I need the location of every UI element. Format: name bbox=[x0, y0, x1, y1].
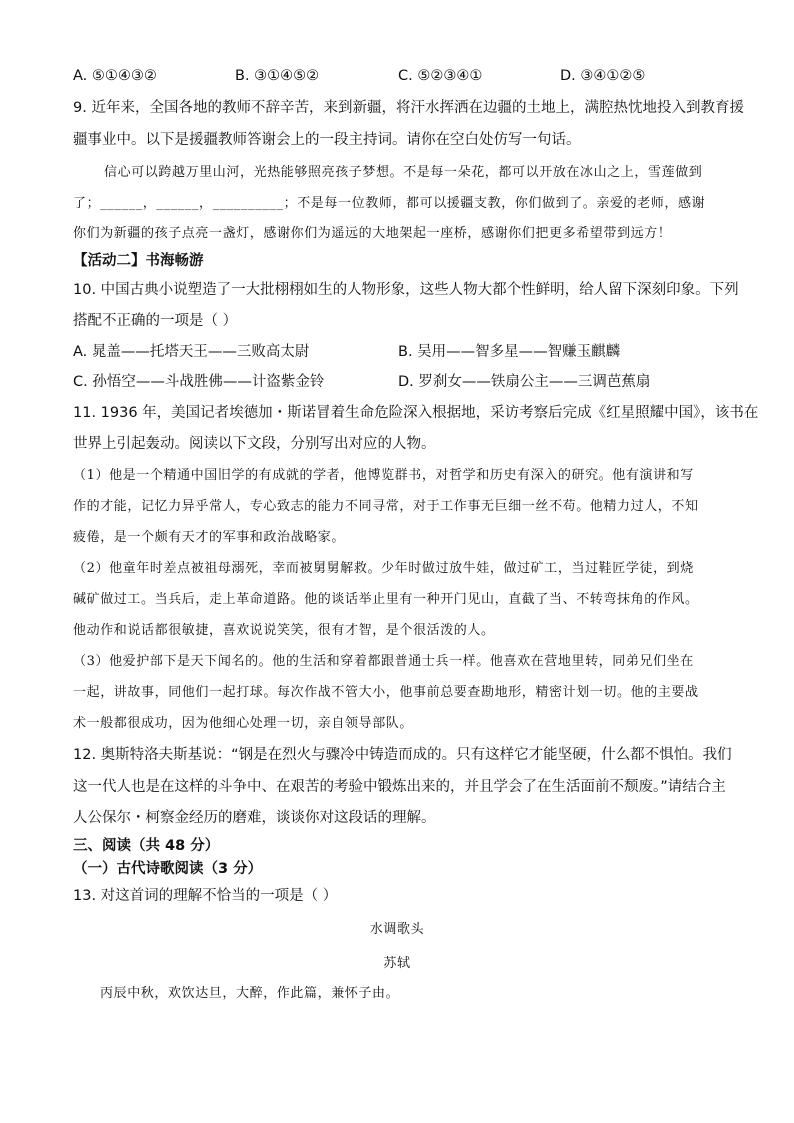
q10-option-d: D. 罗刹女——铁扇公主——三调芭蕉扇 bbox=[398, 374, 651, 390]
q11-para-1-line-1: （1）他是一个精通中国旧学的有成就的学者，他博览群书，对哲学和历史有深入的研究。他有演讲和写 bbox=[73, 468, 694, 483]
q11-para-2-line-1: （2）他童年时差点被祖母溺死，幸而被舅舅解救。少年时做过放牛娃，做过矿工，当过鞋匠学徒，到烧 bbox=[73, 561, 694, 576]
q11-para-1-line-2: 作的才能，记忆力异乎常人，专心致志的能力不同寻常，对于工作事无巨细一丝不苟。他精力过人，不知 bbox=[73, 499, 699, 514]
poem-title: 水调歌头 bbox=[369, 922, 425, 937]
q11-para-1-line-3: 疲倦，是一个颇有天才的军事和政治战略家。 bbox=[73, 530, 346, 545]
q10-stem-line-1: 10. 中国古典小说塑造了一大批栩栩如生的人物形象，这些人物大都个性鲜明，给人留下深刻印象。下列 bbox=[73, 282, 739, 298]
q9-stem-line-2: 疆事业中。以下是援疆教师答谢会上的一段主持词。请你在空白处仿写一句话。 bbox=[73, 132, 581, 148]
activity-2-heading: 【活动二】书海畅游 bbox=[73, 253, 204, 269]
q10-option-c: C. 孙悟空——斗战胜佛——计盗紫金铃 bbox=[73, 374, 325, 390]
section-3-heading: 三、阅读（共 48 分） bbox=[73, 838, 220, 854]
q10-stem-line-2: 搭配不正确的一项是（ ） bbox=[73, 313, 238, 329]
q11-para-2-line-2: 碱矿做过工。当兵后，走上革命道路。他的谈话举止里有一种开门见山，直截了当、不转弯抹角的作风。 bbox=[73, 592, 699, 607]
poem-author: 苏轼 bbox=[383, 956, 411, 971]
poem-preface: 丙辰中秋，欢饮达旦，大醉，作此篇，兼怀子由。 bbox=[100, 986, 400, 1001]
q10-option-b: B. 吴用——智多星——智赚玉麒麟 bbox=[398, 344, 621, 360]
q11-stem-line-2: 世界上引起轰动。阅读以下文段，分别写出对应的人物。 bbox=[73, 436, 436, 452]
q8-option-d: D. ③④①②⑤ bbox=[560, 68, 646, 84]
q8-option-c: C. ⑤②③④① bbox=[398, 68, 483, 84]
q9-passage-line-3: 你们为新疆的孩子点亮一盏灯，感谢你们为遥远的大地架起一座桥，感谢你们把更多希望带到远方！ bbox=[73, 226, 672, 241]
section-3-1-heading: （一）古代诗歌阅读（3 分） bbox=[73, 861, 263, 877]
q9-passage-line-1: 信心可以跨越万里山河，光热能够照亮孩子梦想。不是每一朵花，都可以开放在冰山之上，雪莲做到 bbox=[104, 165, 703, 180]
q10-option-a: A. 晁盖——托塔天王——三败高太尉 bbox=[73, 344, 310, 360]
q12-stem-line-1: 12. 奥斯特洛夫斯基说：“钢是在烈火与骤冷中铸造而成的。只有这样它才能坚硬，什么都不惧怕。我们 bbox=[73, 747, 732, 763]
q11-para-3-line-3: 术一般都很成功，因为他细心处理一切，亲自领导部队。 bbox=[73, 716, 414, 731]
q11-para-2-line-3: 他动作和说话都很敏捷，喜欢说说笑笑，很有才智，是个很活泼的人。 bbox=[73, 623, 495, 638]
q8-option-a: A. ⑤①④③② bbox=[73, 68, 157, 84]
q11-para-3-line-1: （3）他爱护部下是天下闻名的。他的生活和穿着都跟普通士兵一样。他喜欢在营地里转，同弟兄们坐在 bbox=[73, 654, 694, 669]
q11-para-3-line-2: 一起，讲故事，同他们一起打球。每次作战不管大小，他事前总要查勘地形，精密计划一切。他的主要战 bbox=[73, 685, 699, 700]
q8-option-b: B. ③①④⑤② bbox=[235, 68, 320, 84]
q9-stem-line-1: 9. 近年来，全国各地的教师不辞辛苦，来到新疆，将汗水挥洒在边疆的土地上，满腔热忱地投入到教育援 bbox=[73, 100, 744, 116]
q11-stem-line-1: 11. 1936 年，美国记者埃德加・斯诺冒着生命危险深入根据地，采访考察后完成《红星照耀中国》，该书在 bbox=[73, 405, 759, 421]
q9-passage-line-2: 了；______，______，__________；不是每一位教师，都可以援疆支教，你们做到了。亲爱的老师，感谢 bbox=[73, 196, 706, 211]
q12-stem-line-3: 人公保尔・柯察金经历的磨难，谈谈你对这段话的理解。 bbox=[73, 810, 436, 826]
q13-stem: 13. 对这首词的理解不恰当的一项是（ ） bbox=[73, 888, 338, 904]
q12-stem-line-2: 这一代人也是在这样的斗争中、在艰苦的考验中锻炼出来的，并且学会了在生活面前不颓废。”请结合主 bbox=[73, 779, 726, 795]
